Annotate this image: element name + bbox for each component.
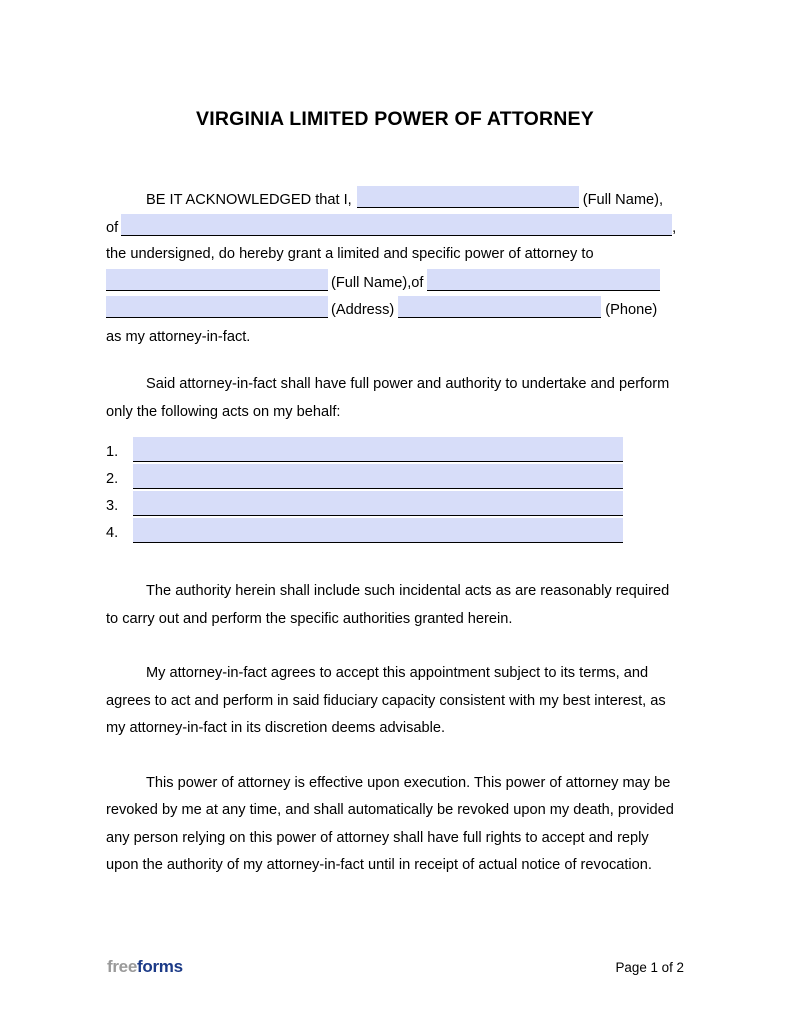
agent-address-field-top[interactable] bbox=[427, 269, 660, 291]
principal-full-name-caption: (Full Name), bbox=[582, 192, 664, 208]
principal-full-name-field[interactable] bbox=[357, 186, 579, 208]
list-item bbox=[106, 464, 684, 491]
list-item bbox=[106, 518, 684, 545]
spacer bbox=[106, 633, 684, 660]
page-title: VIRGINIA LIMITED POWER OF ATTORNEY bbox=[196, 108, 594, 130]
agent-full-name-field[interactable] bbox=[106, 269, 328, 291]
act-input-2[interactable] bbox=[133, 464, 623, 489]
page-footer bbox=[0, 957, 790, 987]
document-body bbox=[106, 186, 684, 426]
principal-address-field[interactable] bbox=[121, 214, 672, 236]
list-item bbox=[106, 437, 684, 464]
act-input-3[interactable] bbox=[133, 491, 623, 516]
act-input-1[interactable] bbox=[133, 437, 623, 462]
acknowledgement-line-2 bbox=[106, 214, 684, 242]
address-trailing-comma: , bbox=[672, 219, 677, 236]
acknowledgement-lead-label: BE IT ACKNOWLEDGED that I, bbox=[146, 192, 352, 208]
act-number: 4. bbox=[106, 525, 119, 541]
logo-text-free: free bbox=[107, 957, 137, 976]
acceptance-paragraph: My attorney-in-fact agrees to accept this appointment subject to its terms, and agrees to act and perform in said fiduciary capacity consistent with my best interest, as my attorney-in-fact in its discretion deems advisable. bbox=[106, 665, 666, 736]
grant-line bbox=[106, 241, 684, 269]
revocation-paragraph: This power of attorney is effective upon execution. This power of attorney may be revoked by me at any time, and shall automatically be revoked upon my death, provided any person relying on this power of attorney shall have full rights to accept and reply upon the authority of my attorney-in-fact until in receipt of actual notice of revocation. bbox=[106, 774, 674, 873]
agent-name-line bbox=[106, 269, 684, 297]
agent-phone-caption: (Phone) bbox=[605, 302, 658, 318]
agent-full-name-caption: (Full Name),of bbox=[331, 274, 424, 291]
freeforms-logo[interactable] bbox=[107, 957, 183, 977]
document-body-lower bbox=[106, 578, 684, 880]
agent-address-field[interactable] bbox=[106, 296, 328, 318]
of-label: of bbox=[106, 219, 119, 236]
acknowledgement-line-1 bbox=[106, 186, 684, 214]
spacer bbox=[106, 351, 684, 371]
agent-phone-field[interactable] bbox=[398, 296, 601, 318]
agent-address-line bbox=[106, 296, 684, 324]
act-number: 2. bbox=[106, 471, 119, 487]
agent-address-caption: (Address) bbox=[331, 302, 395, 318]
act-input-4[interactable] bbox=[133, 518, 623, 543]
acts-list bbox=[106, 437, 684, 545]
act-number: 1. bbox=[106, 444, 119, 460]
list-item bbox=[106, 491, 684, 518]
page-number: Page 1 of 2 bbox=[615, 960, 684, 975]
act-number: 3. bbox=[106, 498, 119, 514]
attorney-in-fact-closing-text: as my attorney-in-fact. bbox=[106, 328, 251, 345]
acts-intro-paragraph: Said attorney-in-fact shall have full power and authority to undertake and perform only the following acts on my behalf: bbox=[106, 376, 670, 420]
authority-paragraph: The authority herein shall include such incidental acts as are reasonably required to carry out and perform the specific authorities granted herein. bbox=[106, 583, 670, 627]
spacer bbox=[106, 743, 684, 770]
grant-text: the undersigned, do hereby grant a limited and specific power of attorney to bbox=[106, 246, 594, 262]
logo-text-forms: forms bbox=[137, 957, 183, 976]
attorney-in-fact-closing-line bbox=[106, 324, 684, 352]
